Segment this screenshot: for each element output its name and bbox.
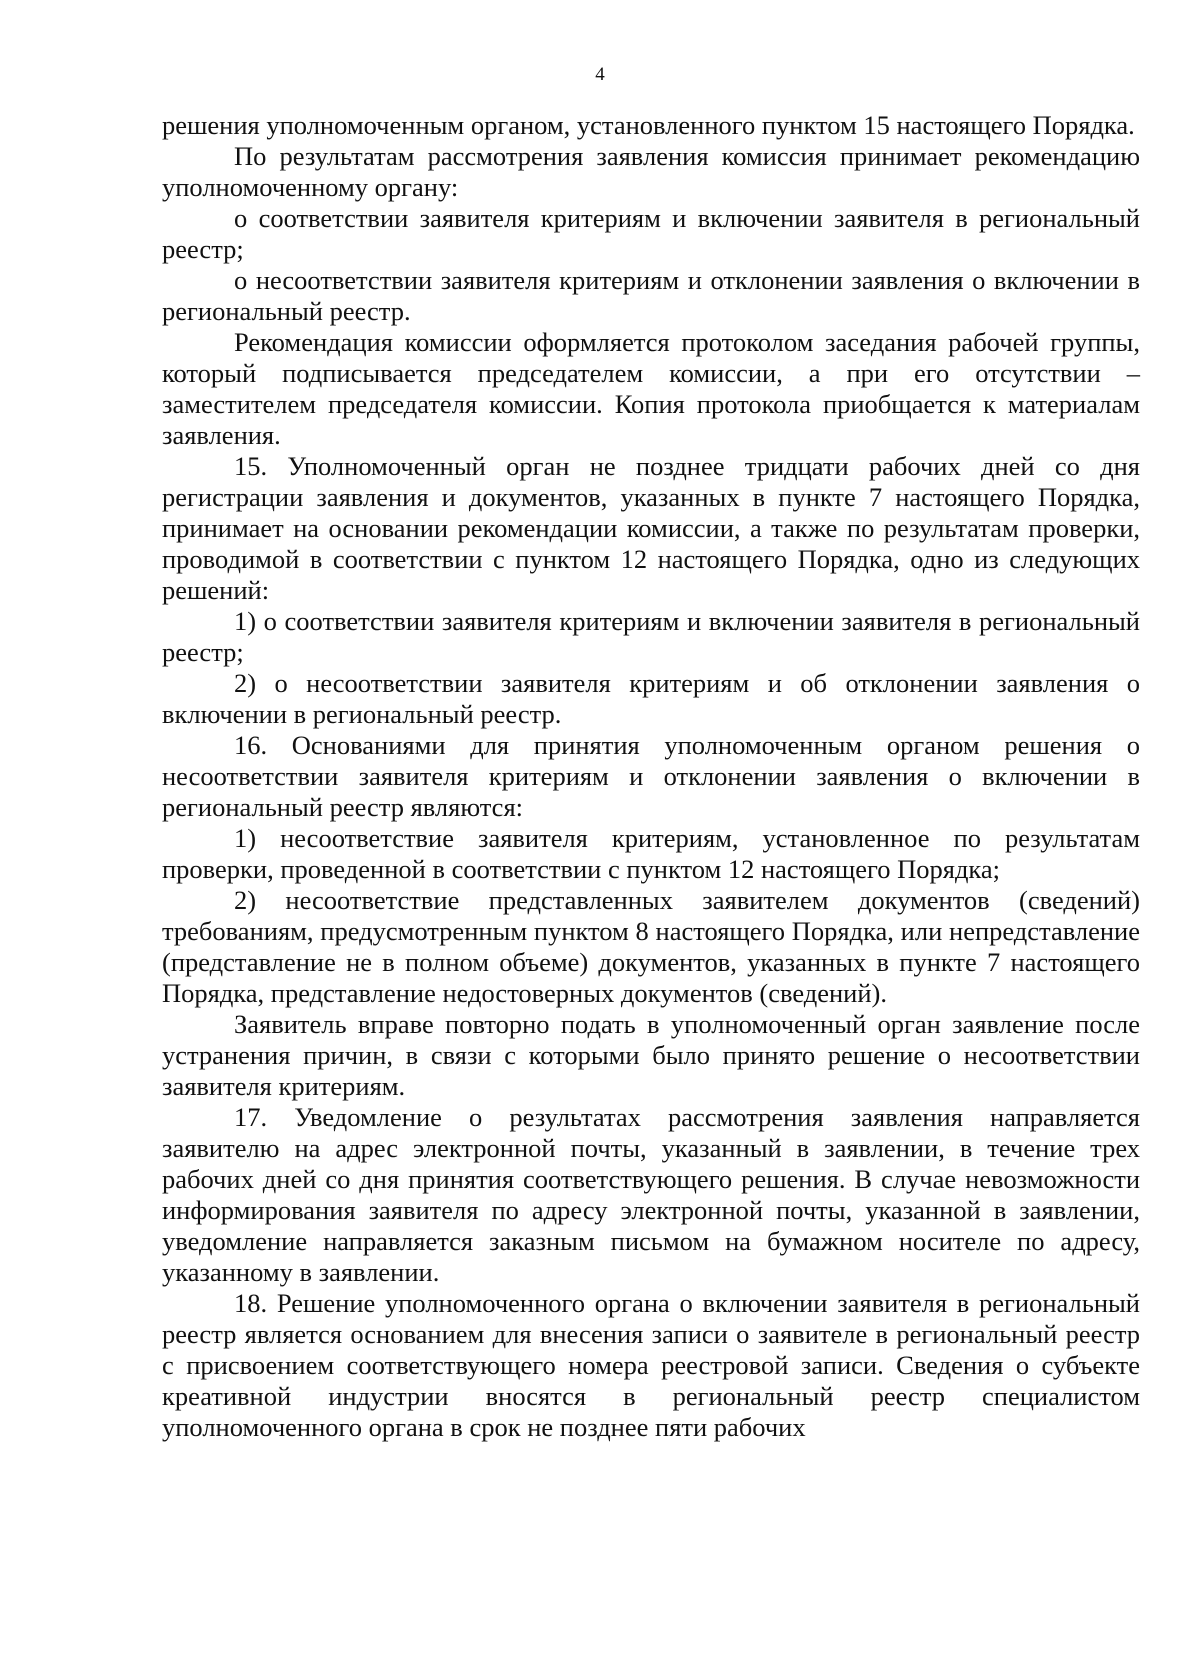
paragraph-item-16-1: 1) несоответствие заявителя критериям, установленное по результатам проверки, проведенной в соответствии с пунктом 12 настоящего Порядка; [162,823,1140,884]
paragraph-item-16-2: 2) несоответствие представленных заявителем документов (сведений) требованиям, предусмотренным пунктом 8 настоящего Порядка, или непредставление (представление не в полном объеме) документов, указанных в пункте 7 настоящего Порядка, представление недостоверных документов (сведений). [162,885,1140,1008]
paragraph-reapply: Заявитель вправе повторно подать в уполномоченный орган заявление после устранения причин, в связи с которыми было принято решение о несоответствии заявителя критериям. [162,1009,1140,1101]
paragraph-item-15-1: 1) о соответствии заявителя критериям и включении заявителя в региональный реестр; [162,606,1140,667]
document-body [162,110,1140,1443]
paragraph-commission-result: По результатам рассмотрения заявления комиссия принимает рекомендацию уполномоченному органу: [162,141,1140,202]
paragraph-protocol: Рекомендация комиссии оформляется протоколом заседания рабочей группы, который подписывается председателем комиссии, а при его отсутствии – заместителем председателя комиссии. Копия протокола приобщается к материалам заявления. [162,327,1140,450]
paragraph-item-18: 18. Решение уполномоченного органа о включении заявителя в региональный реестр является основанием для внесения записи о заявителе в региональный реестр с присвоением соответствующего номера реестровой записи. Сведения о субъекте креативной индустрии вносятся в региональный реестр специалистом уполномоченного органа в срок не позднее пяти рабочих [162,1288,1140,1442]
paragraph-item-17: 17. Уведомление о результатах рассмотрения заявления направляется заявителю на адрес электронной почты, указанный в заявлении, в течение трех рабочих дней со дня принятия соответствующего решения. В случае невозможности информирования заявителя по адресу электронной почты, указанной в заявлении, уведомление направляется заказным письмом на бумажном носителе по адресу, указанному в заявлении. [162,1102,1140,1287]
paragraph-recommendation-include: о соответствии заявителя критериям и включении заявителя в региональный реестр; [162,203,1140,264]
page-number: 4 [595,64,605,85]
paragraph-item-16: 16. Основаниями для принятия уполномоченным органом решения о несоответствии заявителя критериям и отклонении заявления о включении в региональный реестр являются: [162,730,1140,822]
paragraph-item-15-2: 2) о несоответствии заявителя критериям и об отклонении заявления о включении в региональный реестр. [162,668,1140,729]
paragraph-item-15: 15. Уполномоченный орган не позднее тридцати рабочих дней со дня регистрации заявления и документов, указанных в пункте 7 настоящего Порядка, принимает на основании рекомендации комиссии, а также по результатам проверки, проводимой в соответствии с пунктом 12 настоящего Порядка, одно из следующих решений: [162,451,1140,605]
paragraph-recommendation-reject: о несоответствии заявителя критериям и отклонении заявления о включении в региональный реестр. [162,265,1140,326]
paragraph-continuation: решения уполномоченным органом, установленного пунктом 15 настоящего Порядка. [162,110,1135,140]
